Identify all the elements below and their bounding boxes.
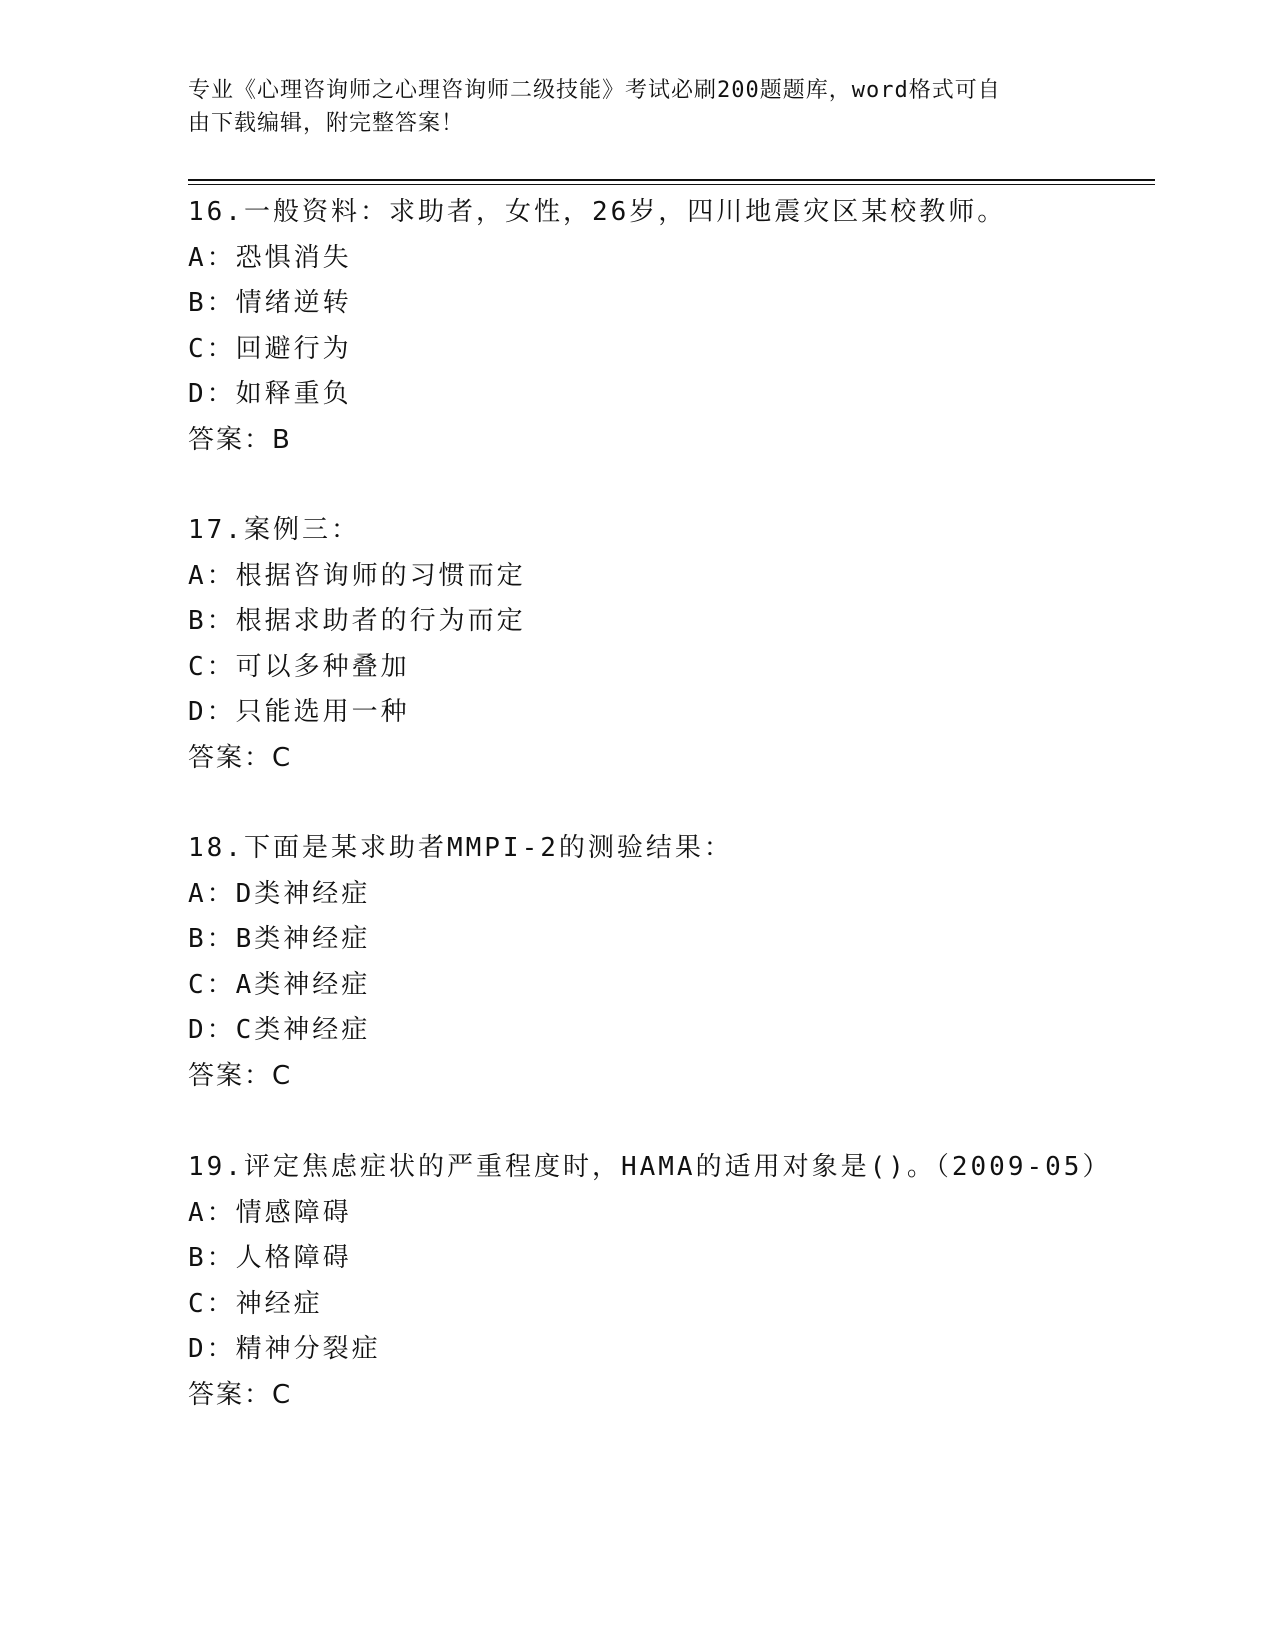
question-stem: 17.案例三： <box>188 515 360 545</box>
document-header <box>188 74 1068 140</box>
option-c: C：神经症 <box>188 1288 323 1319</box>
question-stem: 18.下面是某求助者MMPI-2的测验结果： <box>188 833 733 863</box>
answer: 答案：C <box>188 742 293 773</box>
header-divider-thick <box>188 179 1155 181</box>
header-divider-thin <box>188 184 1155 185</box>
answer: 答案：C <box>188 1060 293 1091</box>
option-d: D：精神分裂症 <box>188 1334 381 1364</box>
answer: 答案：B <box>188 424 292 455</box>
question-19 <box>188 1145 1148 1418</box>
option-d: D：如释重负 <box>188 379 352 409</box>
option-a: A：情感障碍 <box>188 1197 352 1228</box>
option-b: B：根据求助者的行为而定 <box>188 606 526 636</box>
header-line-2: 由下载编辑，附完整答案！ <box>188 111 465 136</box>
option-b: B：B类神经症 <box>188 924 371 954</box>
header-line-1: 专业《心理咨询师之心理咨询师二级技能》考试必刷200题题库，word格式可自 <box>188 78 1001 103</box>
question-17 <box>188 508 1148 781</box>
option-b: B：人格障碍 <box>188 1243 352 1273</box>
option-d: D：C类神经症 <box>188 1015 371 1045</box>
question-18 <box>188 826 1148 1099</box>
option-a: A：D类神经症 <box>188 878 371 909</box>
question-16 <box>188 190 1148 463</box>
question-stem: 16.一般资料：求助者，女性，26岁，四川地震灾区某校教师。 <box>188 197 1007 227</box>
option-d: D：只能选用一种 <box>188 697 410 727</box>
option-b: B：情绪逆转 <box>188 288 352 318</box>
option-a: A：恐惧消失 <box>188 242 352 273</box>
answer: 答案：C <box>188 1379 293 1410</box>
option-c: C：A类神经症 <box>188 969 371 1000</box>
question-stem: 19.评定焦虑症状的严重程度时，HAMA的适用对象是()。（2009-05） <box>188 1152 1112 1182</box>
option-c: C：可以多种叠加 <box>188 651 410 682</box>
option-c: C：回避行为 <box>188 333 352 364</box>
option-a: A：根据咨询师的习惯而定 <box>188 560 526 591</box>
